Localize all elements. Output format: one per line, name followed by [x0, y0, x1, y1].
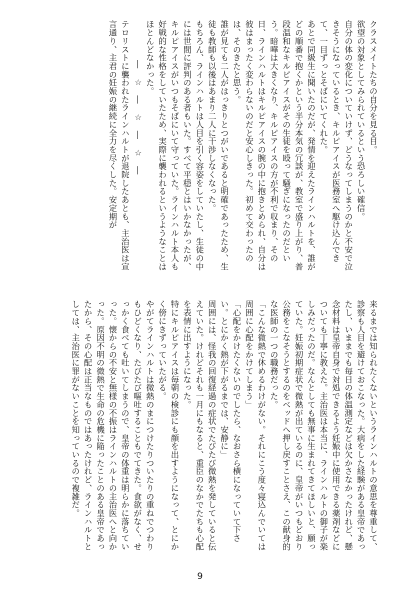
paragraph: 特にキルピアイスは毎朝の検診にも顔を出すようになって、とにかく傍にきずっていたがる。 [158, 300, 181, 551]
paragraph: もちろん、ラインハルトは人目を引く容姿をしていたし、生徒の中には世間に評判のある者もいた。すべて平穏とはいかなかったが、キルピアイスがいつもそばにいて守っていた。ラインハルト本人も好戦的な性格をしていたため、実際に襲われるというようなことはほとんどなかった。 [145, 20, 206, 271]
paragraph: テロリストに襲われたラインハルトが退院したあとも、主治医は宣言通り、主君の妊娠の継続に全力を尽くした。安定期が [108, 20, 131, 271]
paragraph: 「こんな微熱で休めるわけがない。それにこう度々寝込んでいては周囲に心配をかけてしまう」 [244, 300, 268, 551]
paragraph: やがてラインハルトは微熱のまにつけたりついたりの重ねでつわりもひどくなり、たびたび嘔吐することもでてきた。食欲がなく、せっかく食べても吐いてしまうので、皇帝の体重は明らかに落ちていった。懐からの不安と無様の不振はラインハルトの主治医へと向かった。原因不明の微熱で生命の危機に陥ったことのある皇帝であったから、その心配は正当なものではあったけれど、ラインハルトとしては、主治医に罪がないことを知っているので複雑だ。 [71, 300, 156, 551]
lower-text-block [20, 300, 380, 558]
paragraph: 欲望の対象としてみられているという恐ろしい確信。 [356, 20, 367, 221]
paragraph: クラスメイトたちの自分を見る目。 [369, 20, 379, 154]
upper-text-block [20, 20, 380, 278]
paragraph: あとで同級生に聞いたのだが、発情を迎えたラインハルトを、誰がどの順番で抱くかという半分本気の冗談が、教室で盛り上がり、普段温和なキルピアイスがその生徒を殴って騒ぎになったのだという。暗嘩は大きくなり、キルピアイスの方が不利で収まり、その日、ラインハルトはキルピアイスの腕の中に抱きとめられ、自分は彼はまったく変わらないのだと安心しきった。初めて交わったのは、そのきたと思う。 [232, 20, 317, 271]
paragraph: 周囲には、怪我の回復経過の症状でたびたび微熱を発していると伝えていた。けれどそれも一月にもなると、重臣のなかでたちも心配を表情に出すようになった。 [182, 300, 218, 551]
paragraph: 「心配をかけたくないのでしたら、なおさら横になっていて下さい。とにかく熱が下がるまでは、安静に」 [220, 300, 243, 543]
paragraph: 自分の体の変化についていけず、どうなってしまうのかと不安で泣きそうになっているとき、キルピアイスが医務室へ駆け込んできて、一目ずっとそばにいてくれた。 [319, 20, 355, 271]
section-divider: ― ☆ ― ☆ ― ☆ ― [133, 60, 144, 178]
paragraph: 来るまでは知られたくないというラインハルトの意思を尊重して、診察も人目を避けておこなった。大病をした経験がある皇帝であったし、いままでも毎日の体温測定などは欠かさなかったけれど、懸念材料は皇帝自身で対処できるよう妊娠中に使用できる薬剤などについても丁寧に教えた。主治医は本当に、ラインハルトの御子が楽しみだったのだ。なんとしても無事に生まれてきてほしいと、願っていた。妊娠初期症状で微熱が出ているのに、皇帝がいつもどおり公務をこなそうとするのをベッドへ押し戻すことさえ、この献身的な医師の一つの職務だった。 [269, 300, 379, 551]
page-number: 9 [197, 572, 203, 582]
paragraph: 誰が見ても二人がはっきりとつがいであると明確であったため、生徒も教師も以後はあまり二人に干渉しなくなった。 [207, 20, 231, 271]
